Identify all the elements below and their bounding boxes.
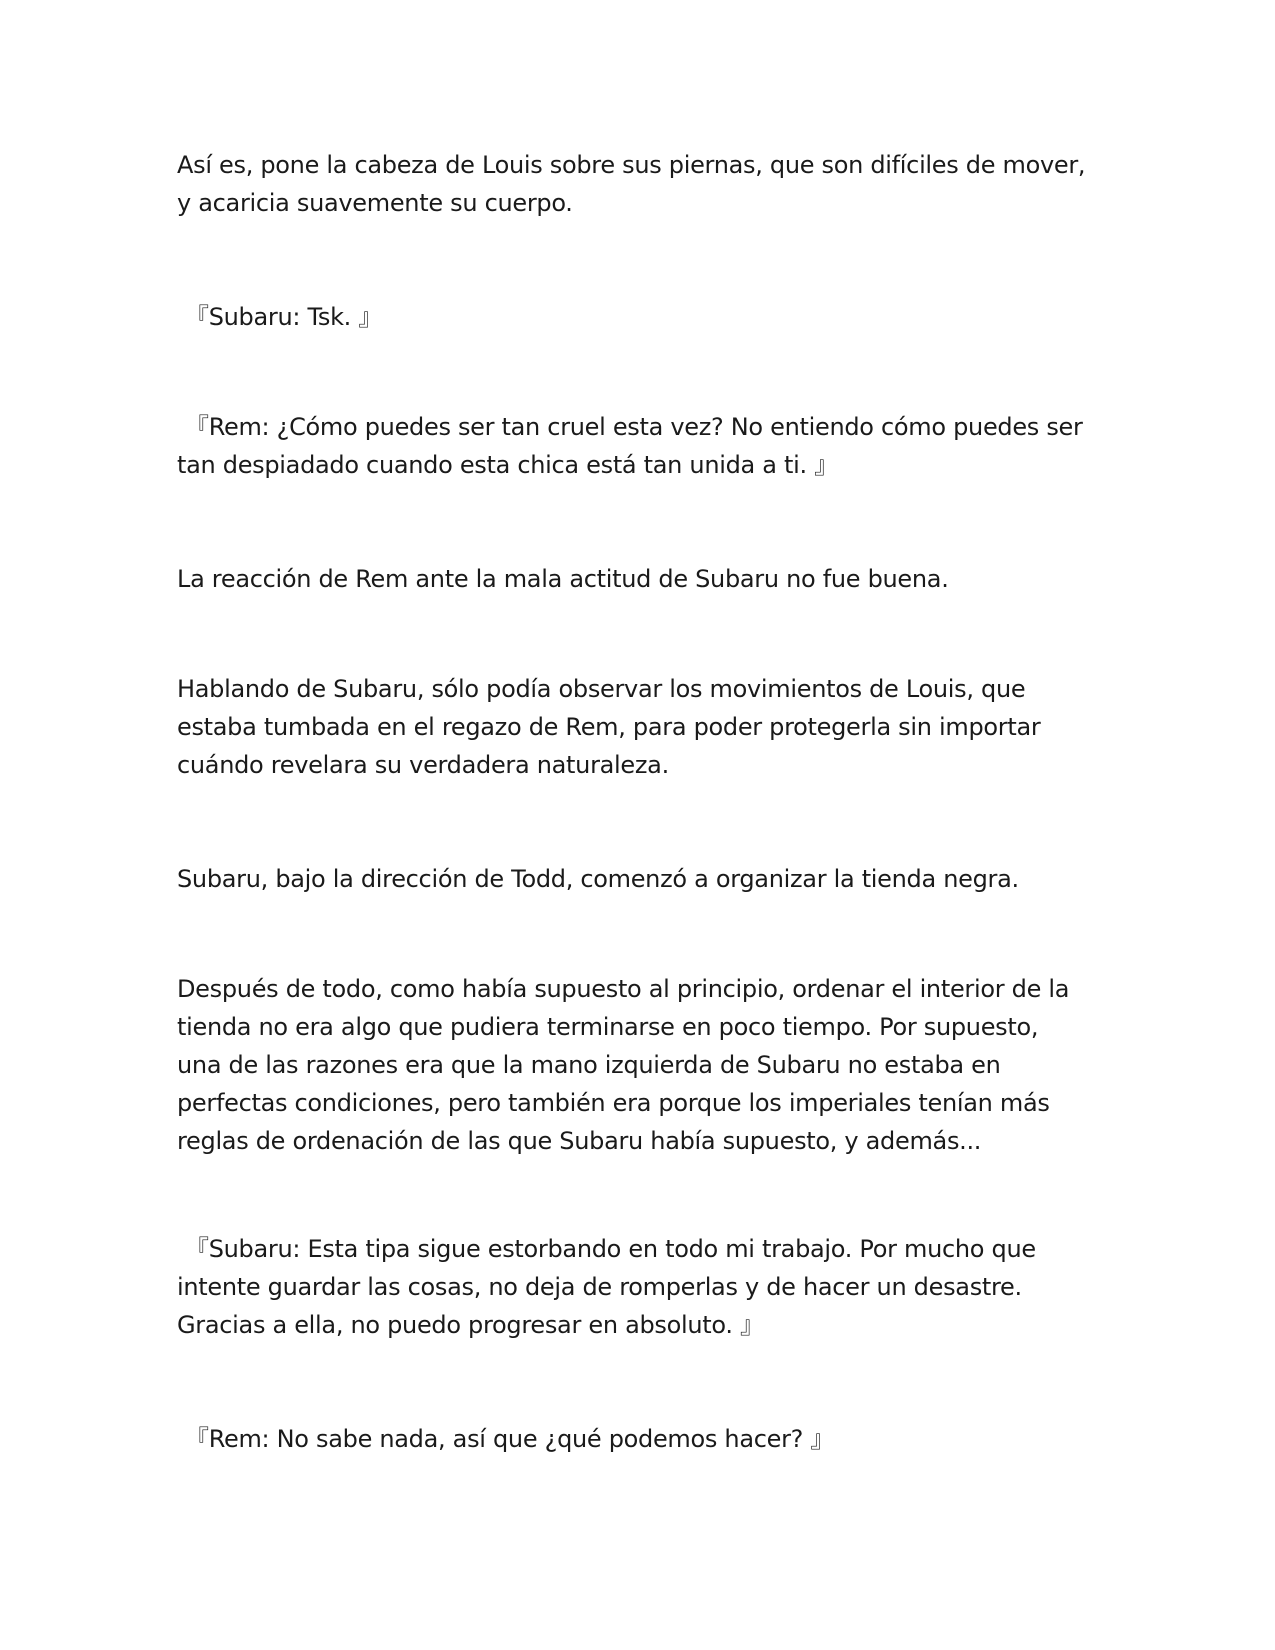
narration-paragraph: Hablando de Subaru, sólo podía observar los movimientos de Louis, que estaba tumbada en el regazo de Rem, para poder protegerla sin importar cuándo revelara su verdadera naturaleza. (177, 675, 1041, 779)
dialogue-rem: 『Rem: No sabe nada, así que ¿qué podemos hacer? 』 (185, 1425, 835, 1453)
dialogue-subaru: 『Subaru: Tsk. 』 (185, 303, 383, 331)
dialogue-subaru: 『Subaru: Esta tipa sigue estorbando en todo mi trabajo. Por mucho que intente guardar las cosas, no deja de romperlas y de hacer un desastre. Gracias a ella, no puedo progresar en absoluto. 』 (177, 1235, 1036, 1339)
narration-paragraph: Así es, pone la cabeza de Louis sobre sus piernas, que son difíciles de mover, y acaricia suavemente su cuerpo. (177, 151, 1086, 217)
dialogue-rem: 『Rem: ¿Cómo puedes ser tan cruel esta vez? No entiendo cómo puedes ser tan despiadado cuando esta chica está tan unida a ti. 』 (177, 413, 1083, 479)
narration-paragraph: Después de todo, como había supuesto al principio, ordenar el interior de la tienda no era algo que pudiera terminarse en poco tiempo. Por supuesto, una de las razones era que la mano izquierda de Subaru no estaba en perfectas condiciones, pero también era porque los imperiales tenían más reglas de ordenación de las que Subaru había supuesto, y además... (177, 975, 1070, 1155)
narration-paragraph: Subaru, bajo la dirección de Todd, comenzó a organizar la tienda negra. (177, 865, 1019, 893)
narration-paragraph: La reacción de Rem ante la mala actitud de Subaru no fue buena. (177, 565, 949, 593)
